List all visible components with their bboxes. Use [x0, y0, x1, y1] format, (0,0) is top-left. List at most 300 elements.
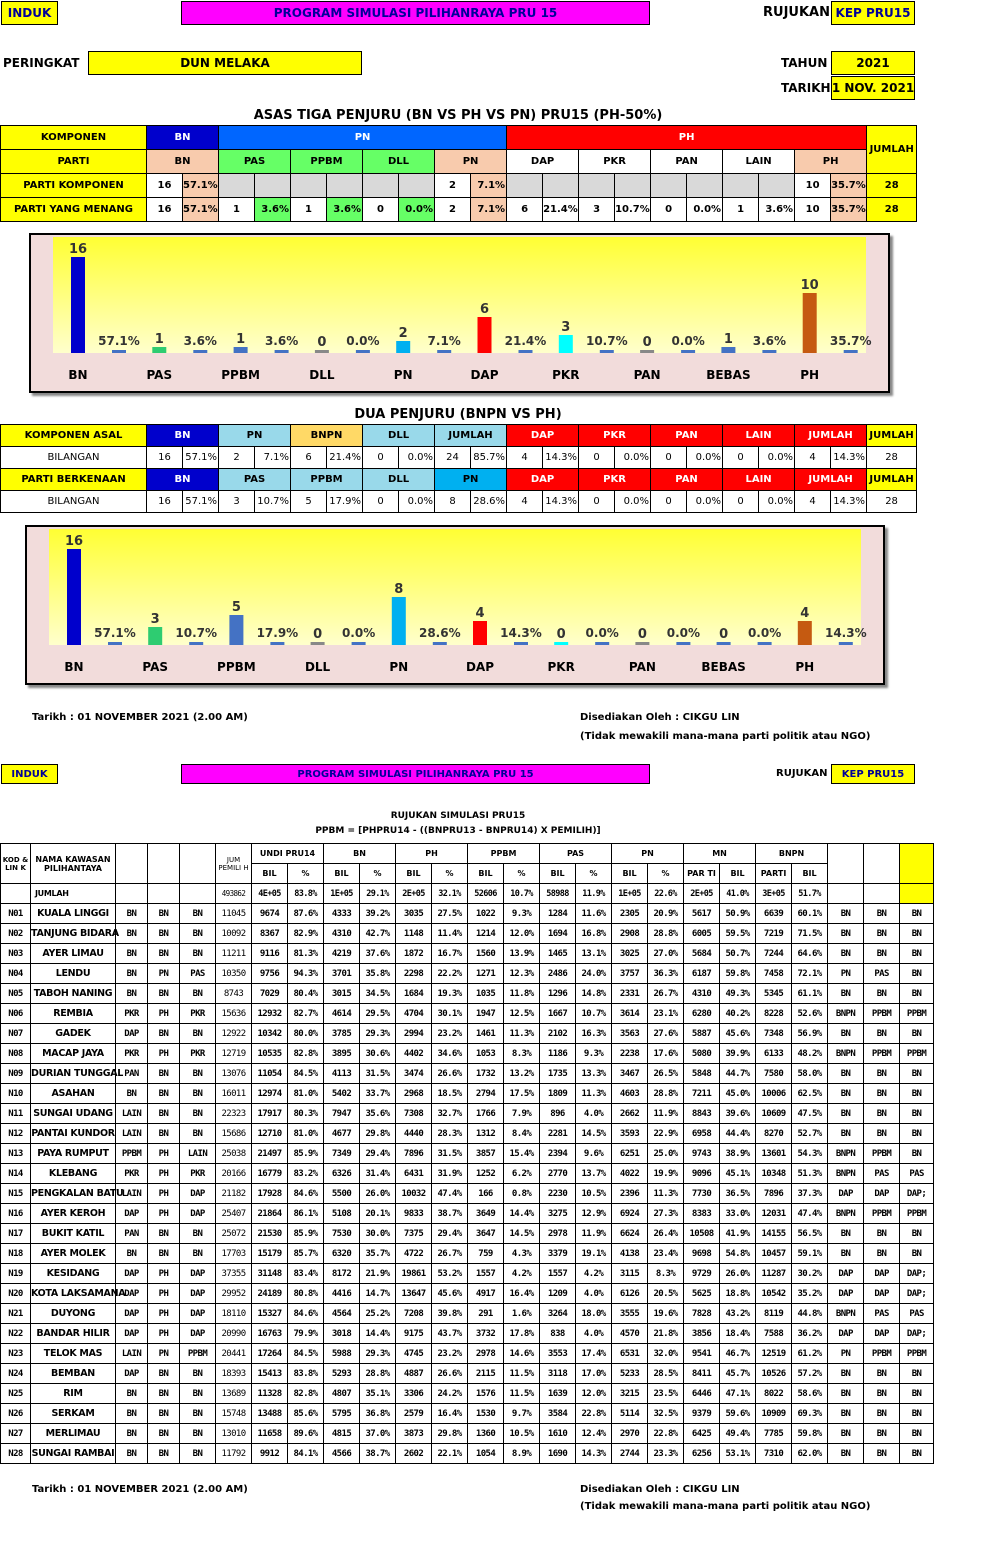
data-cell: 4704	[396, 1004, 432, 1024]
data-cell: 29.4%	[432, 1224, 468, 1244]
data-cell: 32.0%	[648, 1344, 684, 1364]
data-cell: 12.4%	[576, 1424, 612, 1444]
data-cell: 3553	[540, 1344, 576, 1364]
percent-bar	[112, 350, 126, 353]
percent-cell: 35.7%	[831, 174, 867, 198]
column-header: BN	[147, 425, 219, 447]
data-cell: BN	[116, 1444, 148, 1464]
data-cell: 13.1%	[576, 944, 612, 964]
data-cell: 10542	[756, 1284, 792, 1304]
percent-bar	[356, 350, 370, 353]
data-cell: 3614	[612, 1004, 648, 1024]
kod-cell: N01	[1, 904, 31, 924]
bar-dll	[311, 642, 325, 645]
percent-cell: 57.1%	[183, 198, 219, 222]
data-cell: 43.7%	[432, 1324, 468, 1344]
data-cell: BN	[900, 1404, 934, 1424]
data-cell: 59.1%	[792, 1244, 828, 1264]
kod-header: KOD & LIN K	[1, 844, 31, 884]
nama-cell: LENDU	[31, 964, 116, 984]
data-cell: 37.6%	[360, 944, 396, 964]
data-cell: 64.6%	[792, 944, 828, 964]
data-cell: LAIN	[180, 1144, 216, 1164]
data-cell: 3563	[612, 1024, 648, 1044]
bar-bn	[71, 257, 85, 353]
data-cell: 5848	[684, 1064, 720, 1084]
data-cell: 8843	[684, 1104, 720, 1124]
chart-three-way	[29, 233, 890, 393]
data-cell: 17928	[252, 1184, 288, 1204]
data-cell: 23.5%	[648, 1384, 684, 1404]
kod-cell: N06	[1, 1004, 31, 1024]
total-cell: 28	[867, 198, 917, 222]
blank-header	[116, 844, 148, 884]
nama-cell: TANJUNG BIDARA	[31, 924, 116, 944]
table-row	[1, 1284, 984, 1304]
data-cell: 7947	[324, 1104, 360, 1124]
data-cell: 42.7%	[360, 924, 396, 944]
nama-cell: TELOK MAS	[31, 1344, 116, 1364]
count-cell: 1	[723, 198, 759, 222]
percent-cell: 57.1%	[183, 174, 219, 198]
rujukan-label-2: RUJUKAN	[776, 768, 828, 779]
data-cell: 19.3%	[432, 984, 468, 1004]
blank-cell	[864, 884, 900, 904]
data-cell: BN	[180, 1444, 216, 1464]
data-cell: PAN	[116, 1064, 148, 1084]
data-cell: PPBM	[180, 1344, 216, 1364]
data-cell: 25072	[216, 1224, 252, 1244]
data-cell: 45.6%	[720, 1024, 756, 1044]
tarikh-label: TARIKH	[781, 81, 831, 95]
data-cell: 4722	[396, 1244, 432, 1264]
percent-cell: 0.0%	[399, 491, 435, 513]
data-cell: DAP	[828, 1264, 864, 1284]
data-cell: 23.3%	[648, 1444, 684, 1464]
count-cell	[219, 174, 255, 198]
data-cell: 6425	[684, 1424, 720, 1444]
data-cell: 5293	[324, 1364, 360, 1384]
data-cell: 8228	[756, 1004, 792, 1024]
data-cell: 8411	[684, 1364, 720, 1384]
data-cell: BN	[828, 1064, 864, 1084]
data-cell: 1.6%	[504, 1304, 540, 1324]
data-cell: 3118	[540, 1364, 576, 1384]
data-cell: 29.4%	[360, 1144, 396, 1164]
data-cell: 29.3%	[360, 1024, 396, 1044]
percent-bar	[681, 350, 695, 353]
kod-cell: N24	[1, 1364, 31, 1384]
data-cell: PN	[148, 964, 180, 984]
percent-cell: 85.7%	[471, 447, 507, 469]
data-cell: BN	[180, 1084, 216, 1104]
percent-cell	[255, 174, 291, 198]
data-cell: BN	[116, 1244, 148, 1264]
data-cell: 22.9%	[648, 1124, 684, 1144]
data-cell: 5795	[324, 1404, 360, 1424]
data-cell: BN	[116, 1424, 148, 1444]
column-header: JUMLAH	[867, 425, 917, 447]
data-cell: PAS	[900, 1304, 934, 1324]
rujukan-label: RUJUKAN	[763, 5, 830, 20]
percent-label: 57.1%	[98, 334, 140, 348]
data-cell: BN	[828, 924, 864, 944]
data-cell: 85.9%	[288, 1224, 324, 1244]
total-cell: 32.1%	[432, 884, 468, 904]
bar-bebas	[717, 642, 731, 645]
data-cell: 59.6%	[720, 1404, 756, 1424]
data-cell: LAIN	[116, 1344, 148, 1364]
category-label: PAS	[146, 368, 173, 382]
count-cell	[363, 174, 399, 198]
data-cell: BNPN	[828, 1204, 864, 1224]
data-cell: 13.3%	[576, 1064, 612, 1084]
data-cell: 2978	[468, 1344, 504, 1364]
data-cell: 1639	[540, 1384, 576, 1404]
data-cell: 20990	[216, 1324, 252, 1344]
data-cell: 21864	[252, 1204, 288, 1224]
sub-header: %	[432, 864, 468, 884]
data-cell: 7208	[396, 1304, 432, 1324]
data-cell: 14.4%	[360, 1324, 396, 1344]
data-cell: LAIN	[116, 1184, 148, 1204]
jumlah-header: JUMLAH	[867, 126, 917, 174]
percent-bar	[519, 350, 533, 353]
table-row-r3_heads	[1, 469, 917, 491]
table-row-parti	[1, 150, 917, 174]
data-cell: BN	[900, 924, 934, 944]
data-cell: BN	[180, 944, 216, 964]
data-cell: 8022	[756, 1384, 792, 1404]
data-cell: 43.2%	[720, 1304, 756, 1324]
table-header-row	[1, 844, 984, 864]
data-cell: 6251	[612, 1144, 648, 1164]
data-cell: PH	[148, 1184, 180, 1204]
induk-button-2[interactable]: INDUK	[1, 764, 58, 784]
data-cell: PPBM	[864, 1004, 900, 1024]
data-cell: 28.5%	[648, 1364, 684, 1384]
count-cell	[507, 174, 543, 198]
table-row	[1, 984, 984, 1004]
percent-cell: 0.0%	[615, 447, 651, 469]
kod-cell: N14	[1, 1164, 31, 1184]
percent-cell: 10.7%	[255, 491, 291, 513]
data-cell: BN	[864, 1084, 900, 1104]
percent-cell: 0.0%	[687, 491, 723, 513]
total-cell: 83.8%	[288, 884, 324, 904]
data-cell: 2486	[540, 964, 576, 984]
data-cell: 45.1%	[720, 1164, 756, 1184]
three-way-table	[0, 125, 917, 222]
sub-header: BIL	[612, 864, 648, 884]
data-cell: 15686	[216, 1124, 252, 1144]
data-cell: 6326	[324, 1164, 360, 1184]
blank-header	[180, 844, 216, 884]
total-cell: 29.1%	[360, 884, 396, 904]
data-cell: 12.0%	[576, 1384, 612, 1404]
data-cell: BN	[148, 904, 180, 924]
total-cell: 11.9%	[576, 884, 612, 904]
data-cell: 17.5%	[504, 1084, 540, 1104]
data-cell: 4564	[324, 1304, 360, 1324]
data-cell: 45.7%	[720, 1364, 756, 1384]
value-label: 4	[475, 606, 485, 621]
data-cell: 7348	[756, 1024, 792, 1044]
category-label: DLL	[304, 660, 331, 674]
percent-bar	[676, 642, 690, 645]
data-cell: 59.5%	[720, 924, 756, 944]
data-cell: 26.0%	[360, 1184, 396, 1204]
bar-bebas	[721, 347, 735, 353]
percent-bar	[595, 642, 609, 645]
table-row	[1, 1104, 984, 1124]
data-cell: 52.7%	[792, 1124, 828, 1144]
data-cell: 6280	[684, 1004, 720, 1024]
data-cell: 5108	[324, 1204, 360, 1224]
chart-two-way	[25, 525, 885, 685]
data-cell: 1284	[540, 904, 576, 924]
column-header: LAIN	[723, 425, 795, 447]
percent-cell: 57.1%	[183, 491, 219, 513]
percent-label: 0.0%	[585, 626, 619, 640]
kod-cell: N16	[1, 1204, 31, 1224]
data-cell: BN	[180, 1364, 216, 1384]
data-cell: BN	[864, 1224, 900, 1244]
percent-bar	[437, 350, 451, 353]
total-cell: 1E+05	[612, 884, 648, 904]
data-cell: 1732	[468, 1064, 504, 1084]
induk-button[interactable]: INDUK	[1, 1, 58, 25]
data-cell: 37.0%	[360, 1424, 396, 1444]
column-header: PAN	[651, 469, 723, 491]
blank-cell	[1, 884, 31, 904]
nama-cell: DUYONG	[31, 1304, 116, 1324]
data-cell: 17.0%	[576, 1364, 612, 1384]
data-cell: 6958	[684, 1124, 720, 1144]
bar-pas	[148, 627, 162, 645]
data-cell: BN	[180, 924, 216, 944]
nama-cell: BEMBAN	[31, 1364, 116, 1384]
total-cell: 2E+05	[684, 884, 720, 904]
party-header: LAIN	[723, 150, 795, 174]
tahun-value[interactable]: 2021	[831, 51, 915, 75]
data-cell: 20166	[216, 1164, 252, 1184]
data-cell: 36.2%	[792, 1324, 828, 1344]
column-header: DAP	[507, 469, 579, 491]
nama-cell: BUKIT KATIL	[31, 1224, 116, 1244]
data-cell: 12031	[756, 1204, 792, 1224]
data-cell: 26.7%	[648, 984, 684, 1004]
data-cell: PH	[148, 1304, 180, 1324]
data-cell: 4815	[324, 1424, 360, 1444]
data-cell: 3701	[324, 964, 360, 984]
data-cell: BN	[900, 1244, 934, 1264]
data-cell: 28.8%	[648, 924, 684, 944]
data-cell: BN	[864, 1364, 900, 1384]
data-cell: 1209	[540, 1284, 576, 1304]
data-cell: 32.7%	[432, 1104, 468, 1124]
footer-date: Tarikh : 01 NOVEMBER 2021 (2.00 AM)	[32, 712, 248, 723]
data-cell: 58.6%	[792, 1384, 828, 1404]
data-cell: 22.1%	[432, 1444, 468, 1464]
data-cell: 1560	[468, 944, 504, 964]
total-cell: 1E+05	[324, 884, 360, 904]
data-cell: 9379	[684, 1404, 720, 1424]
peringkat-value[interactable]: DUN MELAKA	[88, 51, 362, 75]
data-cell: 53.2%	[432, 1264, 468, 1284]
data-cell: 23.2%	[432, 1344, 468, 1364]
data-cell: 47.4%	[432, 1184, 468, 1204]
table-row	[1, 1144, 984, 1164]
data-cell: DAP	[116, 1324, 148, 1344]
data-cell: 11.9%	[576, 1224, 612, 1244]
data-cell: 13647	[396, 1284, 432, 1304]
data-cell: 22.8%	[576, 1404, 612, 1424]
data-cell: PKR	[180, 1164, 216, 1184]
kod-cell: N05	[1, 984, 31, 1004]
kod-cell: N15	[1, 1184, 31, 1204]
nama-cell: AYER LIMAU	[31, 944, 116, 964]
data-cell: 5887	[684, 1024, 720, 1044]
data-cell: 6446	[684, 1384, 720, 1404]
group-pn: PN	[219, 126, 507, 150]
data-cell: BN	[148, 1244, 180, 1264]
bar-dap	[473, 621, 487, 645]
data-cell: 13.9%	[504, 944, 540, 964]
parti-label: PARTI	[1, 150, 147, 174]
data-cell: PKR	[116, 1044, 148, 1064]
r3_label-label: PARTI BERKENAAN	[1, 469, 147, 491]
data-cell: 4614	[324, 1004, 360, 1024]
count-cell: 5	[291, 491, 327, 513]
count-cell: 1	[291, 198, 327, 222]
data-cell: PH	[148, 1164, 180, 1184]
data-cell: 27.3%	[648, 1204, 684, 1224]
data-cell: 1465	[540, 944, 576, 964]
data-cell: 31.5%	[360, 1064, 396, 1084]
data-cell: BN	[900, 984, 934, 1004]
data-cell: 14.7%	[360, 1284, 396, 1304]
data-cell: BN	[148, 1104, 180, 1124]
count-cell: 1	[219, 198, 255, 222]
data-cell: BN	[148, 1444, 180, 1464]
data-cell: 9175	[396, 1324, 432, 1344]
party-header: DAP	[507, 150, 579, 174]
data-cell: BN	[828, 1224, 864, 1244]
data-cell: 15748	[216, 1404, 252, 1424]
sub-header: PAR TI	[684, 864, 720, 884]
data-cell: 6005	[684, 924, 720, 944]
count-cell: 0	[579, 447, 615, 469]
data-cell: 1214	[468, 924, 504, 944]
data-cell: BN	[116, 924, 148, 944]
category-label: BEBAS	[701, 660, 746, 674]
data-cell: 1252	[468, 1164, 504, 1184]
value-label: 3	[561, 320, 571, 335]
data-cell: 7375	[396, 1224, 432, 1244]
table-total-row	[1, 884, 984, 904]
data-cell: 13689	[216, 1384, 252, 1404]
column-header: PN	[435, 469, 507, 491]
data-cell: 20.1%	[360, 1204, 396, 1224]
data-cell: 25407	[216, 1204, 252, 1224]
percent-bar	[108, 642, 122, 645]
data-cell: 9541	[684, 1344, 720, 1364]
data-cell: 82.7%	[288, 1004, 324, 1024]
percent-cell: 17.9%	[327, 491, 363, 513]
data-cell: 3732	[468, 1324, 504, 1344]
data-cell: 25.0%	[648, 1144, 684, 1164]
nama-cell: KOTA LAKSAMANA	[31, 1284, 116, 1304]
count-cell: 16	[147, 491, 183, 513]
data-cell: PH	[148, 1004, 180, 1024]
data-cell: DAP	[864, 1284, 900, 1304]
data-cell: 59.8%	[792, 1424, 828, 1444]
data-cell: 23.2%	[432, 1024, 468, 1044]
percent-cell: 0.0%	[759, 491, 795, 513]
group-header: MN	[684, 844, 756, 864]
data-cell: PAS	[900, 1164, 934, 1184]
data-cell: 3115	[612, 1264, 648, 1284]
rujukan-value-2[interactable]: KEP PRU15	[831, 764, 915, 784]
data-cell: DAP	[116, 1304, 148, 1324]
data-cell: 21.8%	[648, 1324, 684, 1344]
data-cell: 17.8%	[504, 1324, 540, 1344]
data-cell: 10.5%	[576, 1184, 612, 1204]
data-cell: PH	[148, 1324, 180, 1344]
data-cell: 4566	[324, 1444, 360, 1464]
data-cell: 6187	[684, 964, 720, 984]
data-cell: 31.9%	[432, 1164, 468, 1184]
data-cell: 7211	[684, 1084, 720, 1104]
data-cell: 17917	[252, 1104, 288, 1124]
bar-bn	[67, 549, 81, 645]
tarikh-value[interactable]: 1 NOV. 2021	[831, 76, 915, 100]
data-cell: 28.8%	[648, 1084, 684, 1104]
data-cell: 759	[468, 1244, 504, 1264]
sub-header: %	[648, 864, 684, 884]
percent-label: 0.0%	[666, 626, 701, 640]
percent-cell: 3.6%	[255, 198, 291, 222]
data-cell: 3379	[540, 1244, 576, 1264]
table-row	[1, 1084, 984, 1104]
data-cell: BNPN	[828, 1044, 864, 1064]
data-cell: 79.9%	[288, 1324, 324, 1344]
value-label: 16	[68, 242, 88, 257]
percent-cell: 21.4%	[543, 198, 579, 222]
group-header: UNDI PRU14	[252, 844, 324, 864]
data-cell: 14.5%	[576, 1124, 612, 1144]
data-cell: DAP;	[900, 1284, 934, 1304]
percent-label: 0.0%	[747, 626, 782, 640]
data-cell: 166	[468, 1184, 504, 1204]
percent-cell: 0.0%	[759, 447, 795, 469]
table-row	[1, 1264, 984, 1284]
data-cell: 11.4%	[432, 924, 468, 944]
data-cell: 11.8%	[504, 984, 540, 1004]
data-cell: PPBM	[864, 1044, 900, 1064]
blank-header	[900, 844, 934, 884]
data-cell: 3873	[396, 1424, 432, 1444]
table-row	[1, 1444, 984, 1464]
percent-cell: 7.1%	[471, 174, 507, 198]
value-label: 0	[313, 627, 323, 642]
rujukan-value[interactable]: KEP PRU15	[831, 1, 915, 25]
data-cell: 15179	[252, 1244, 288, 1264]
data-cell: 15413	[252, 1364, 288, 1384]
data-cell: DAP	[116, 1264, 148, 1284]
data-cell: 25.2%	[360, 1304, 396, 1324]
